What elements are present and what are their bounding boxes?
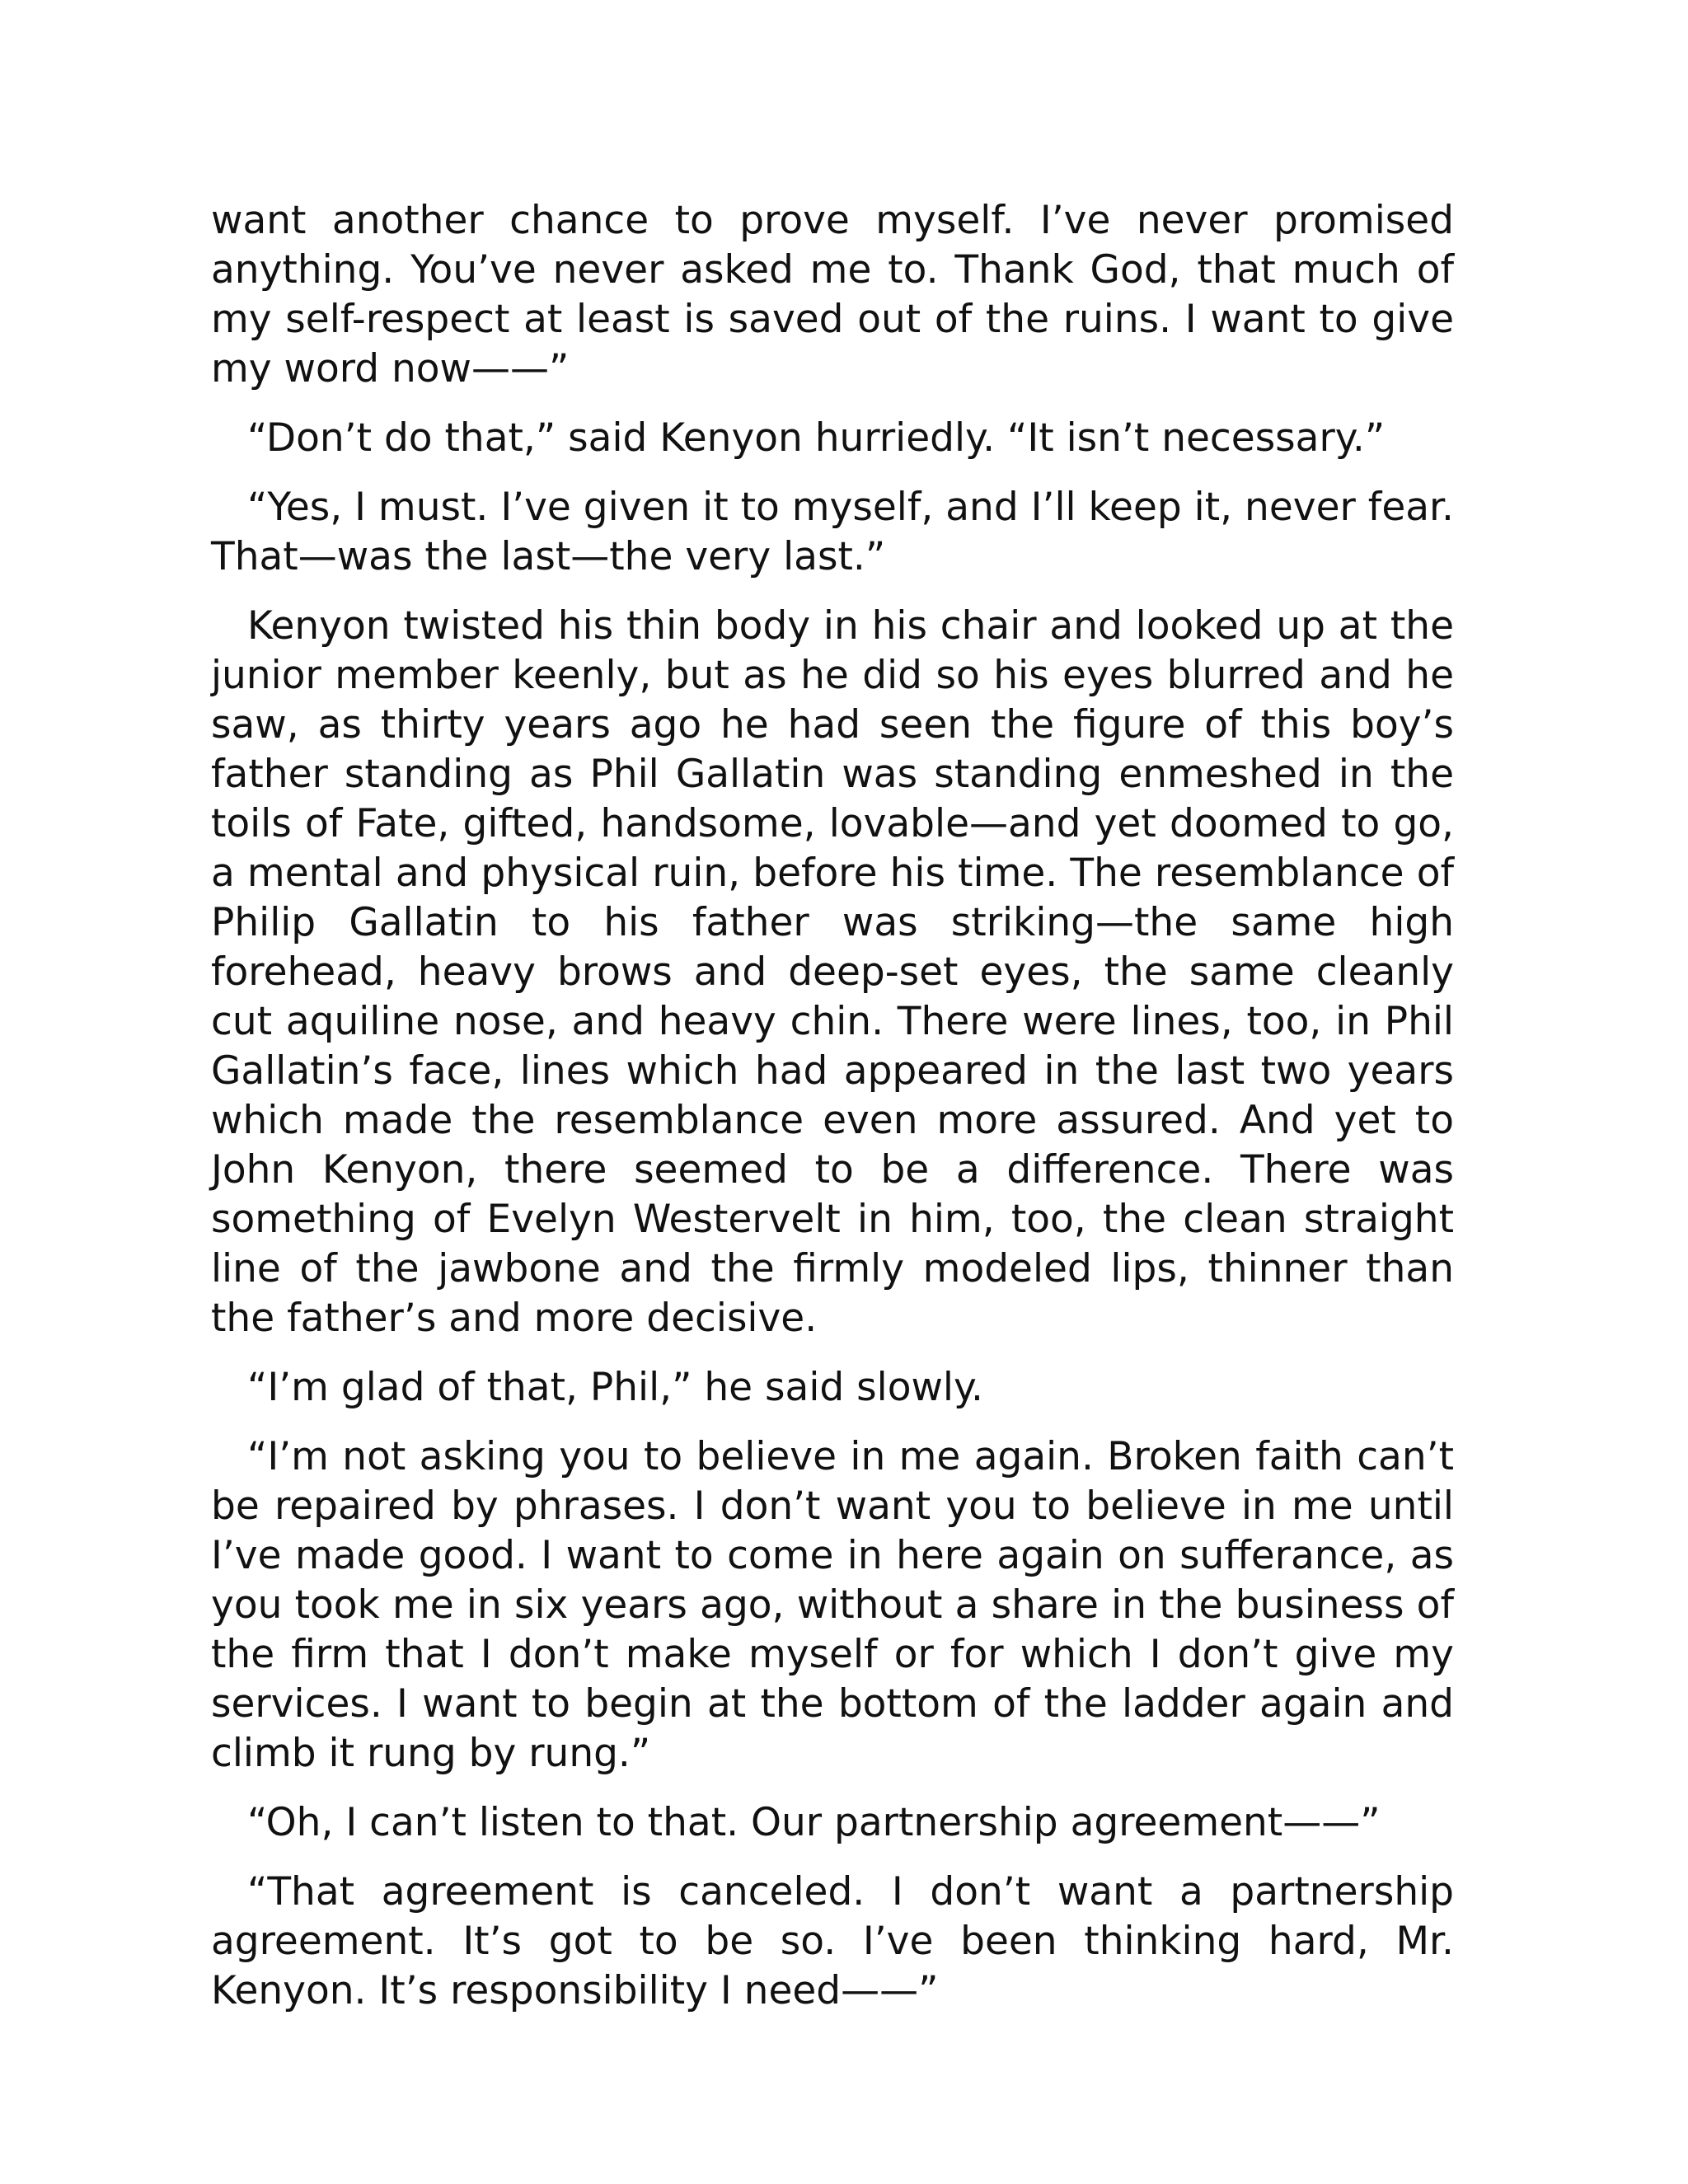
paragraph-dialogue: “Oh, I can’t listen to that. Our partnership agreement——” — [247, 1800, 1381, 1845]
paragraph-dialogue: “I’m glad of that, Phil,” he said slowly. — [247, 1365, 983, 1410]
paragraph-dialogue: “Yes, I must. I’ve given it to myself, and I’ll keep it, never fear. That—was the last—the very last.” — [211, 485, 1454, 579]
paragraph-narrative: Kenyon twisted his thin body in his chair and looked up at the junior member keenly, but as he did so his eyes blurred and he saw, as thirty years ago he had seen the figure of this boy’s father standing as Phil Gallatin was standing enmeshed in the toils of Fate, gifted, handsome, lovable—and yet doomed to go, a mental and physical ruin, before his time. The resemblance of Philip Gallatin to his father was striking—the same high forehead, heavy brows and deep-set eyes, the same cleanly cut aquiline nose, and heavy chin. There were lines, too, in Phil Gallatin’s face, lines which had appeared in the last two years which made the resemblance even more assured. And yet to John Kenyon, there seemed to be a difference. There was something of Evelyn Westervelt in him, too, the clean straight line of the jawbone and the firmly modeled lips, thinner than the father’s and more decisive. — [211, 603, 1454, 1341]
paragraph-dialogue: “That agreement is canceled. I don’t want a partnership agreement. It’s got to be so. I’ve been thinking hard, Mr. Kenyon. It’s responsibility I need——” — [211, 1869, 1454, 2013]
paragraph-dialogue: “Don’t do that,” said Kenyon hurriedly. “It isn’t necessary.” — [247, 415, 1386, 461]
page-body-text — [211, 196, 1454, 2036]
paragraph-dialogue: “I’m not asking you to believe in me again. Broken faith can’t be repaired by phrases. I don’t want you to believe in me until I’ve made good. I want to come in here again on sufferance, as you took me in six years ago, without a share in the business of the firm that I don’t make myself or for which I don’t give my services. I want to begin at the bottom of the ladder again and climb it rung by rung.” — [211, 1434, 1454, 1776]
paragraph-continued: want another chance to prove myself. I’ve never promised anything. You’ve never asked me to. Thank God, that much of my self-respect at least is saved out of the ruins. I want to give my word now——” — [211, 198, 1454, 391]
